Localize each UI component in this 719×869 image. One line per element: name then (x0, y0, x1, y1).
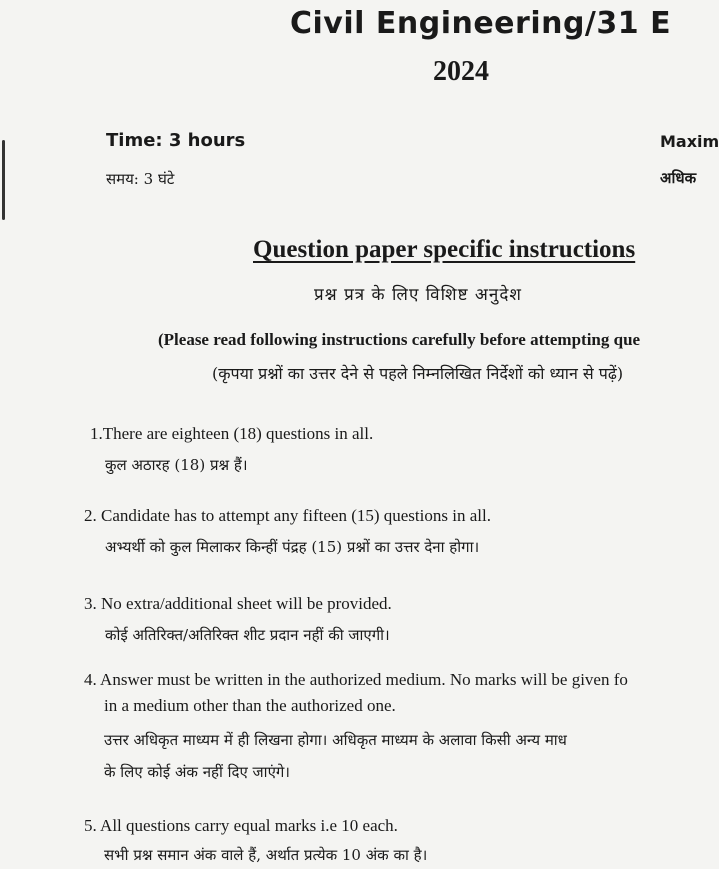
instruction-5-en: 5. All questions carry equal marks i.e 10 each. (84, 816, 398, 835)
instructions-heading: Question paper specific instructions (253, 236, 636, 263)
instruction-1-hi: कुल अठारह (18) प्रश्न हैं। (105, 456, 248, 474)
read-carefully-note: (Please read following instructions carefully before attempting que (158, 330, 641, 349)
max-marks-label-hi: अधिक (660, 169, 697, 187)
instruction-4-en-line2: in a medium other than the authorized one. (104, 696, 396, 715)
instruction-2-hi: अभ्यर्थी को कुल मिलाकर किन्हीं पंद्रह (15) प्रश्नों का उत्तर देना होगा। (105, 538, 480, 556)
instruction-3-hi: कोई अतिरिक्त/अतिरिक्त शीट प्रदान नहीं की जाएगी। (105, 626, 390, 644)
instruction-4-hi-line1: उत्तर अधिकृत माध्यम में ही लिखना होगा। अधिकृत माध्यम के अलावा किसी अन्य माध (104, 731, 567, 749)
scan-edge-mark (2, 140, 5, 220)
instruction-4-en-line1: 4. Answer must be written in the authorized medium. No marks will be given fo (84, 670, 628, 689)
time-label-en: Time: 3 hours (106, 130, 246, 151)
max-marks-label-en: Maxim (660, 132, 719, 151)
paper-title: Civil Engineering/31 E (290, 6, 672, 41)
instructions-heading-hi: प्रश्न प्रत्र के लिए विशिष्ट अनुदेश (314, 285, 522, 305)
time-label-hi: समय: 3 घंटे (106, 170, 175, 188)
instruction-1-en: 1.There are eighteen (18) questions in all. (90, 424, 374, 443)
read-carefully-note-hi: (कृपया प्रश्नों का उत्तर देने से पहले निम्नलिखित निर्देशों को ध्यान से पढ़ें) (212, 364, 624, 383)
instruction-4-hi-line2: के लिए कोई अंक नहीं दिए जाएंगे। (104, 763, 290, 781)
instruction-2-en: 2. Candidate has to attempt any fifteen (15) questions in all. (84, 506, 491, 525)
paper-year: 2024 (433, 56, 489, 87)
instruction-3-en: 3. No extra/additional sheet will be provided. (84, 594, 392, 613)
instruction-5-hi: सभी प्रश्न समान अंक वाले हैं, अर्थात प्रत्येक 10 अंक का है। (104, 846, 428, 864)
